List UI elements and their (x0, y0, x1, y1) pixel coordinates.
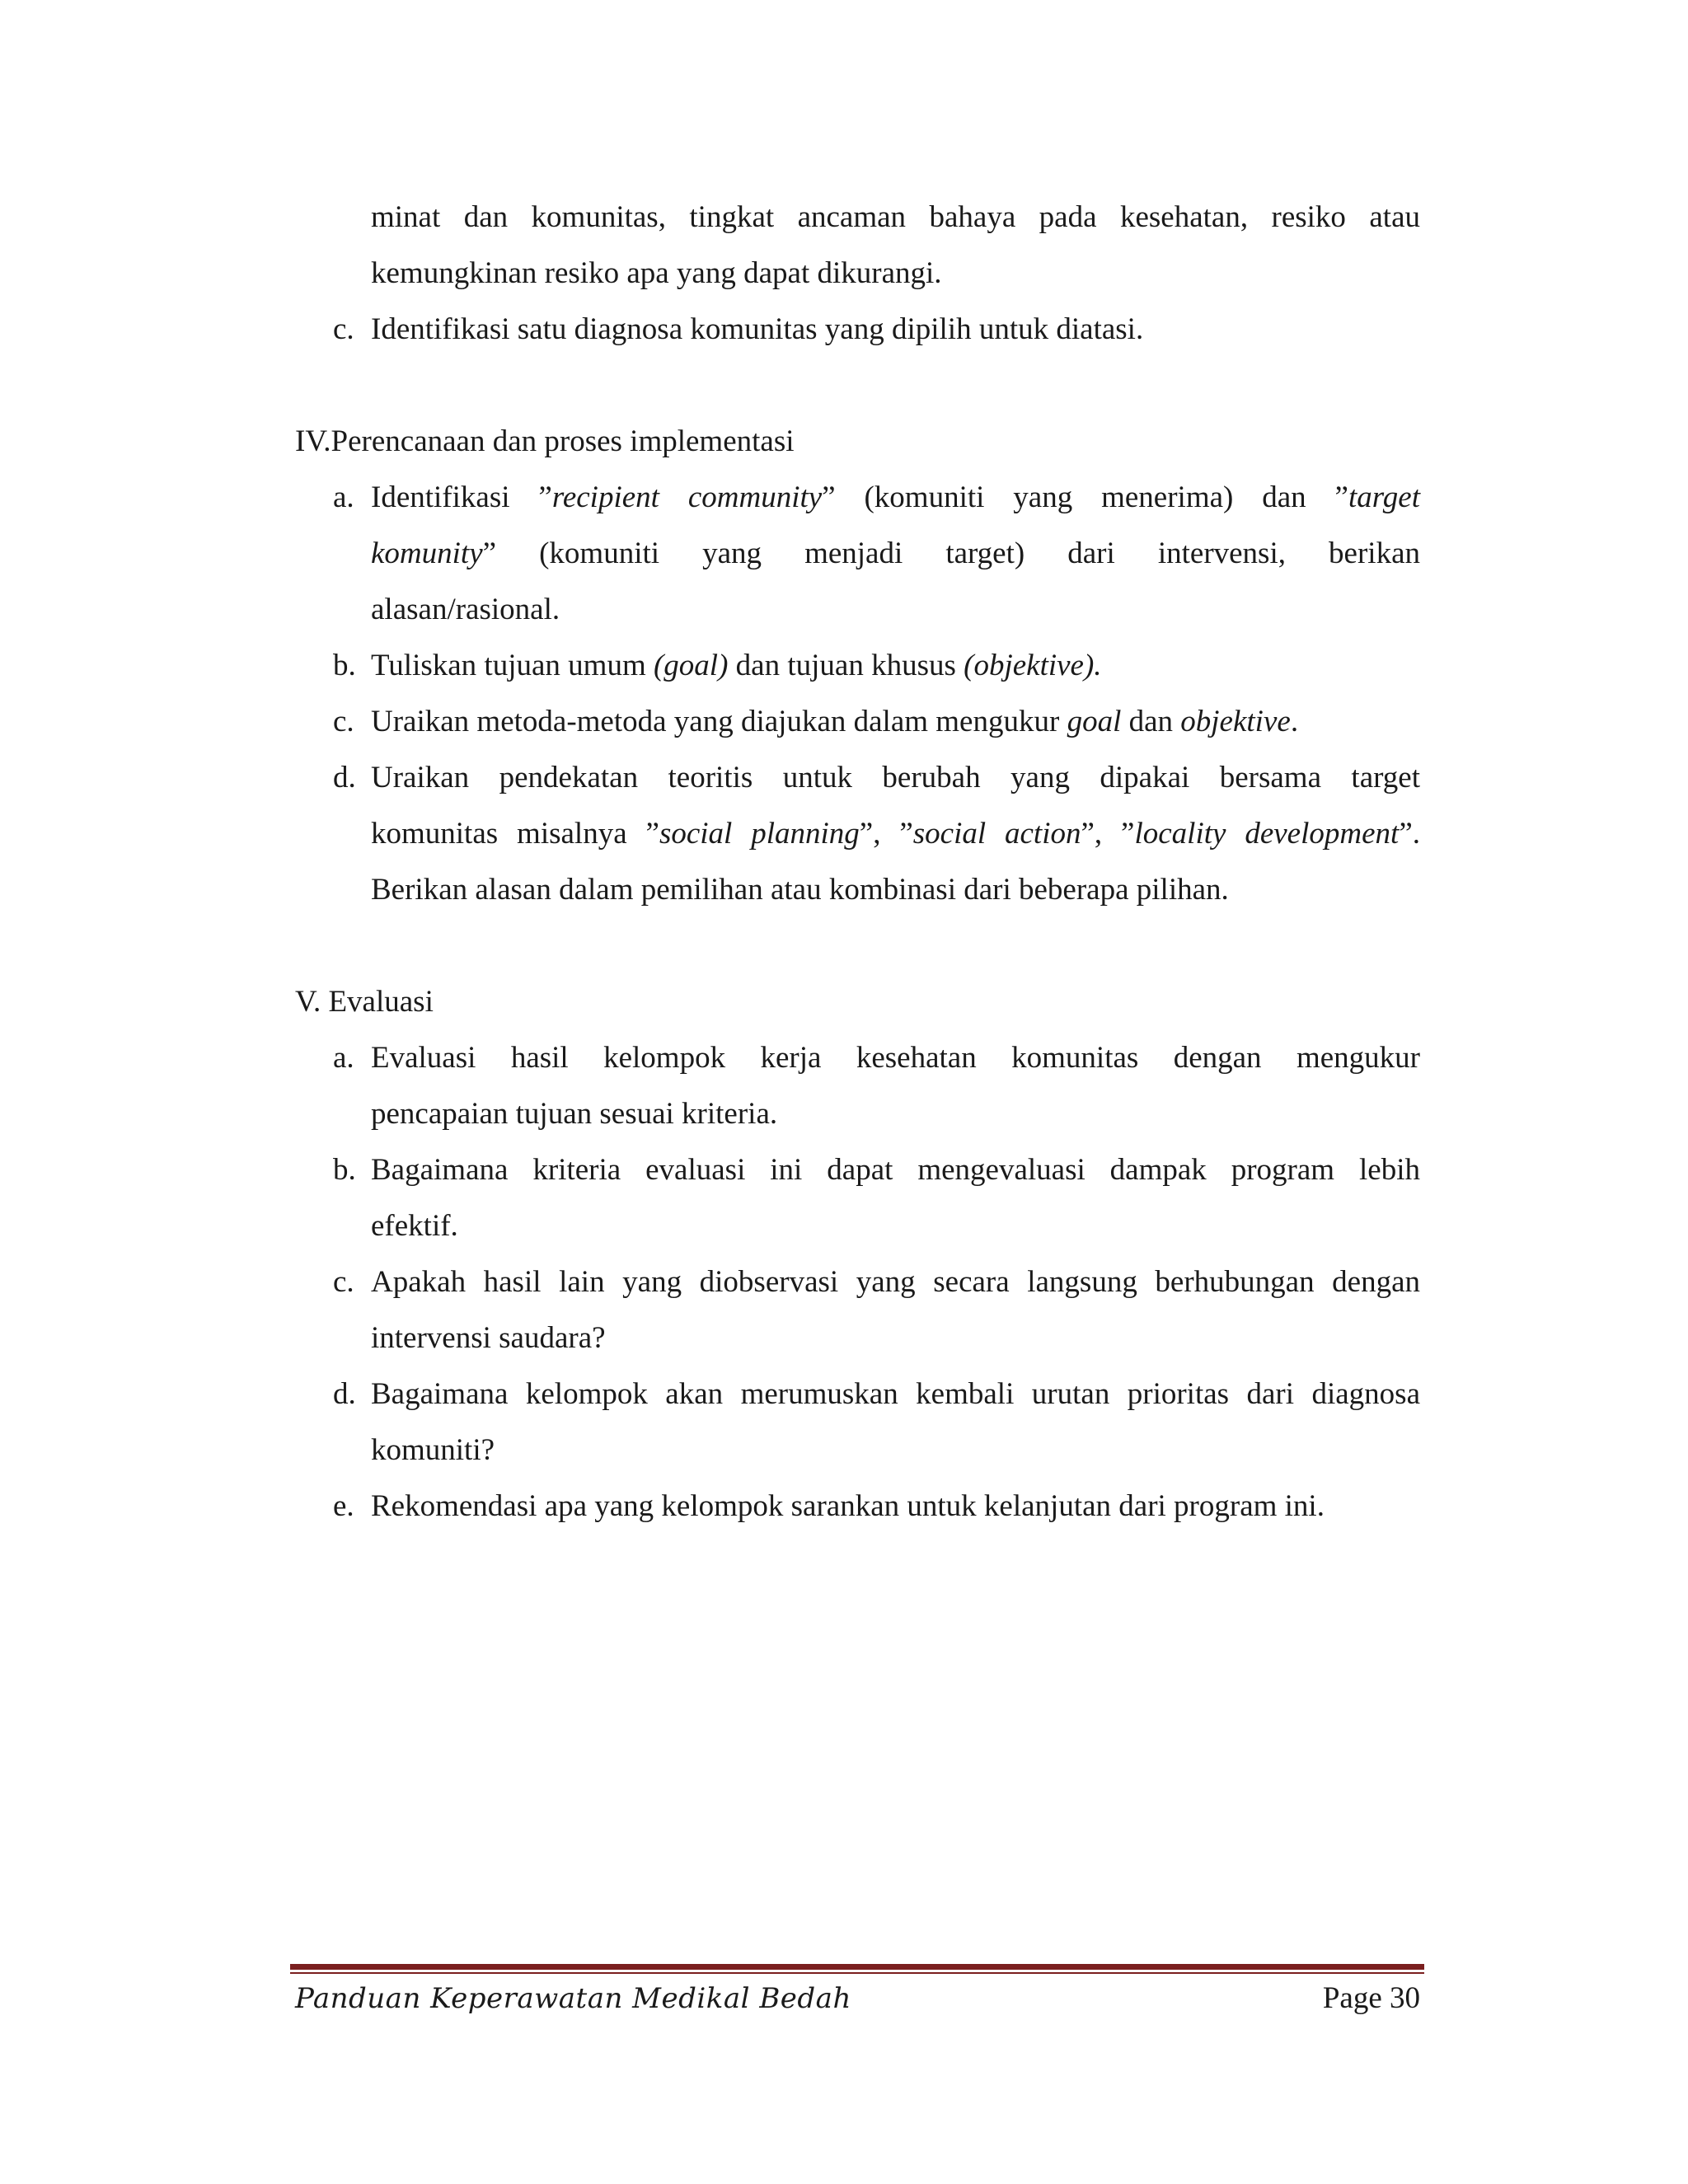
list-item-line: Evaluasi hasil kelompok kerja kesehatan komunitas dengan mengukur (371, 1041, 1420, 1075)
text-run: ” (komuniti yang menjadi target) dari intervensi, berikan (482, 537, 1420, 570)
list-item-line: Apakah hasil lain yang diobservasi yang secara langsung berhubungan dengan (371, 1265, 1420, 1299)
text-run: komunitas misalnya ” (371, 817, 659, 851)
italic-run: komunity (371, 537, 483, 570)
list-marker: b. (333, 1153, 356, 1187)
list-item-line (371, 806, 1420, 862)
footer-rule (290, 1964, 1424, 1975)
italic-run: (goal) (653, 649, 729, 682)
italic-run: locality development (1134, 817, 1400, 851)
footer-rule-thick (290, 1964, 1424, 1970)
text-run: Tuliskan tujuan umum (371, 649, 654, 682)
list-marker: c. (333, 705, 354, 738)
list-item-line: Bagaimana kelompok akan merumuskan kembali urutan prioritas dari diagnosa (371, 1377, 1420, 1411)
footer-title: Panduan Keperawatan Medikal Bedah (295, 1982, 851, 2015)
list-item-line: Berikan alasan dalam pemilihan atau kombinasi dari beberapa pilihan. (371, 873, 1229, 907)
list-item-v-d (295, 1366, 1420, 1479)
continuation-line-2: kemungkinan resiko apa yang dapat dikurangi. (371, 256, 942, 290)
list-marker: e. (333, 1489, 354, 1523)
text-run: ”, ” (1081, 817, 1135, 851)
list-marker: d. (333, 761, 356, 794)
list-item-v-b (295, 1142, 1420, 1254)
list-marker: a. (333, 1041, 354, 1075)
italic-run: target (1348, 480, 1420, 514)
italic-run: (objektive). (964, 649, 1102, 682)
list-item-iv-d (295, 750, 1420, 918)
list-item-v-a (295, 1030, 1420, 1142)
text-run: Identifikasi ” (371, 480, 552, 514)
list-item-text: Rekomendasi apa yang kelompok sarankan untuk kelanjutan dari program ini. (371, 1489, 1325, 1523)
list-item-line: intervensi saudara? (371, 1321, 606, 1355)
list-item-line: Bagaimana kriteria evaluasi ini dapat mengevaluasi dampak program lebih (371, 1153, 1420, 1187)
list-item-line: efektif. (371, 1209, 458, 1243)
italic-run: recipient community (551, 480, 823, 514)
italic-run: social planning (659, 817, 860, 851)
list-marker: b. (333, 649, 356, 682)
list-item-c-diagnosis (295, 302, 1420, 358)
list-item-v-e (295, 1479, 1420, 1535)
list-item-iv-c (295, 694, 1420, 750)
text-run: . (1290, 705, 1299, 738)
list-item-iv-b (295, 638, 1420, 694)
page-content (295, 190, 1420, 1535)
footer-rule-thin (290, 1972, 1424, 1974)
list-item-v-c (295, 1254, 1420, 1366)
list-marker: d. (333, 1377, 356, 1411)
continuation-line-1: minat dan komunitas, tingkat ancaman bahaya pada kesehatan, resiko atau (371, 200, 1420, 234)
italic-run: objektive (1180, 705, 1291, 738)
list-item-line: Uraikan pendekatan teoritis untuk berubah yang dipakai bersama target (371, 761, 1420, 794)
list-item-line (371, 526, 1420, 582)
text-run: dan tujuan khusus (728, 649, 964, 682)
list-marker: c. (333, 1265, 354, 1299)
text-run: dan (1121, 705, 1181, 738)
list-item-line (371, 470, 1420, 526)
text-run: ”, ” (859, 817, 913, 851)
italic-run: goal (1067, 705, 1122, 738)
paragraph-gap (295, 918, 1420, 974)
page-number: Page 30 (1322, 1981, 1420, 2015)
list-item-line: alasan/rasional. (371, 593, 560, 626)
text-run: ”. (1399, 817, 1420, 851)
list-item-line: pencapaian tujuan sesuai kriteria. (371, 1097, 778, 1131)
paragraph-gap (295, 358, 1420, 414)
section-heading-iv: IV.Perencanaan dan proses implementasi (295, 424, 795, 458)
section-heading-v: V. Evaluasi (295, 985, 434, 1019)
text-run: Uraikan metoda-metoda yang diajukan dalam mengukur (371, 705, 1067, 738)
list-marker: c. (333, 312, 354, 346)
italic-run: social action (912, 817, 1081, 851)
list-item-iv-a (295, 470, 1420, 638)
list-item-line: komuniti? (371, 1433, 495, 1467)
list-item-text: Identifikasi satu diagnosa komunitas yang dipilih untuk diatasi. (371, 312, 1144, 346)
list-marker: a. (333, 480, 354, 514)
text-run: ” (komuniti yang menerima) dan ” (822, 480, 1348, 514)
